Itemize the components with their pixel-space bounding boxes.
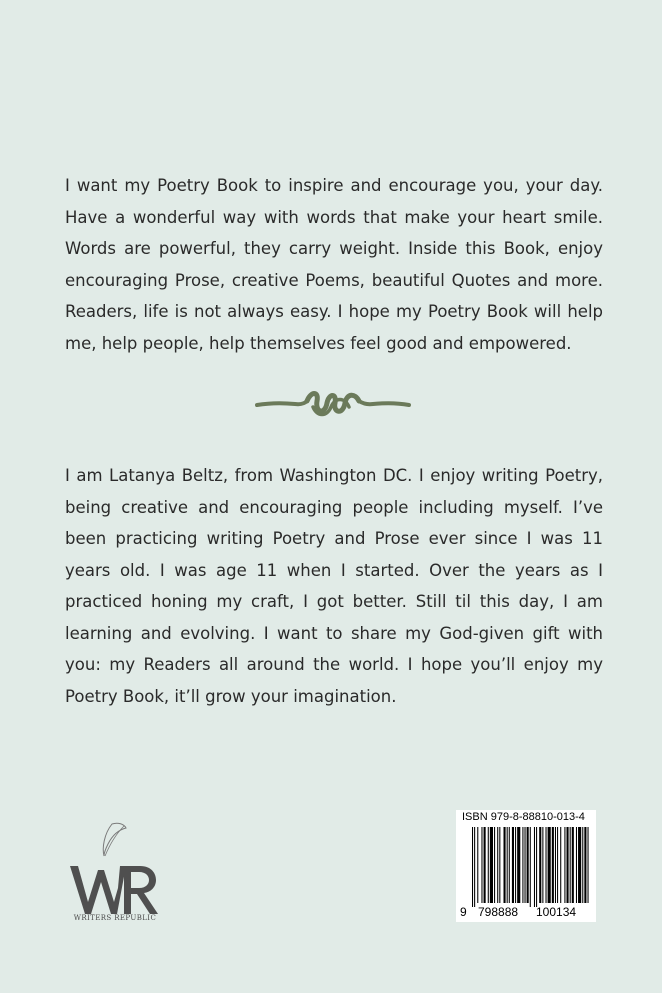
- barcode-bar: [481, 827, 482, 903]
- barcode-bar: [517, 827, 520, 903]
- barcode-bar: [477, 827, 478, 903]
- barcode-bar: [564, 827, 565, 903]
- barcode-bar: [588, 827, 589, 903]
- barcode-bar: [504, 827, 506, 903]
- barcode-bar: [542, 827, 543, 903]
- barcode-bar: [515, 827, 516, 903]
- barcode-bar: [582, 827, 583, 903]
- publisher-name: WRITERS REPUBLIC: [73, 914, 157, 922]
- description-paragraph: I want my Poetry Book to inspire and encourage you, your day. Have a wonderful way with words that make your heart smile. Words are powerful, they carry weight. Inside this Book, enjoy encouraging Prose, creative Poems, beautiful Quotes and more. Readers, life is not always easy. I hope my Poetry Book will help me, help people, help themselves feel good and empowered.: [65, 176, 603, 353]
- barcode-bar: [548, 827, 551, 903]
- barcode-bar: [507, 827, 508, 903]
- flourish-divider-icon: [255, 385, 411, 421]
- barcode-bar: [494, 827, 495, 903]
- barcode-bar: [584, 827, 586, 903]
- barcode-bar: [499, 827, 500, 903]
- barcode-digit-group-2: 100134: [536, 905, 577, 919]
- barcode-bar: [534, 827, 535, 907]
- barcode-bar: [557, 827, 558, 903]
- barcode-bar: [472, 827, 473, 907]
- barcode-bar: [576, 827, 577, 903]
- barcode-bar: [512, 827, 514, 903]
- barcode-digit-lead: 9: [460, 905, 467, 919]
- barcode-bar: [572, 827, 574, 903]
- barcode-bar: [546, 827, 547, 903]
- barcode-digit-group-1: 798888: [478, 905, 519, 919]
- barcode-bar: [509, 827, 510, 903]
- barcode-bar: [522, 827, 523, 903]
- barcode-bar: [525, 827, 526, 903]
- barcode-bar: [530, 827, 531, 907]
- barcode-bar: [560, 827, 561, 903]
- barcode-bar: [488, 827, 489, 903]
- barcode-bar: [539, 827, 541, 903]
- barcode-bar: [527, 827, 529, 903]
- isbn-barcode: [456, 810, 596, 922]
- barcode-bar: [490, 827, 493, 903]
- barcode-bar: [578, 827, 581, 903]
- barcode-bar: [567, 827, 569, 903]
- barcode-bar: [474, 827, 475, 907]
- barcode-bar: [484, 827, 486, 903]
- author-bio-paragraph: I am Latanya Beltz, from Washington DC. I enjoy writing Poetry, being creative and encouraging people including myself. I’ve been practicing writing Poetry and Prose ever since I was 11 years old. I was age 11 when I started. Over the years as I practiced honing my craft, I got better. Still til this day, I am learning and evolving. I want to share my God-given gift with you: my Readers all around the world. I hope you’ll enjoy my Poetry Book, it’ll grow your imagination.: [65, 466, 603, 706]
- barcode-bar: [555, 827, 556, 903]
- barcode-bar: [497, 827, 498, 903]
- barcode-bar: [552, 827, 554, 903]
- barcode-bar: [570, 827, 571, 903]
- barcode-bar: [536, 827, 537, 907]
- isbn-label: ISBN 979-8-88810-013-4: [462, 811, 585, 823]
